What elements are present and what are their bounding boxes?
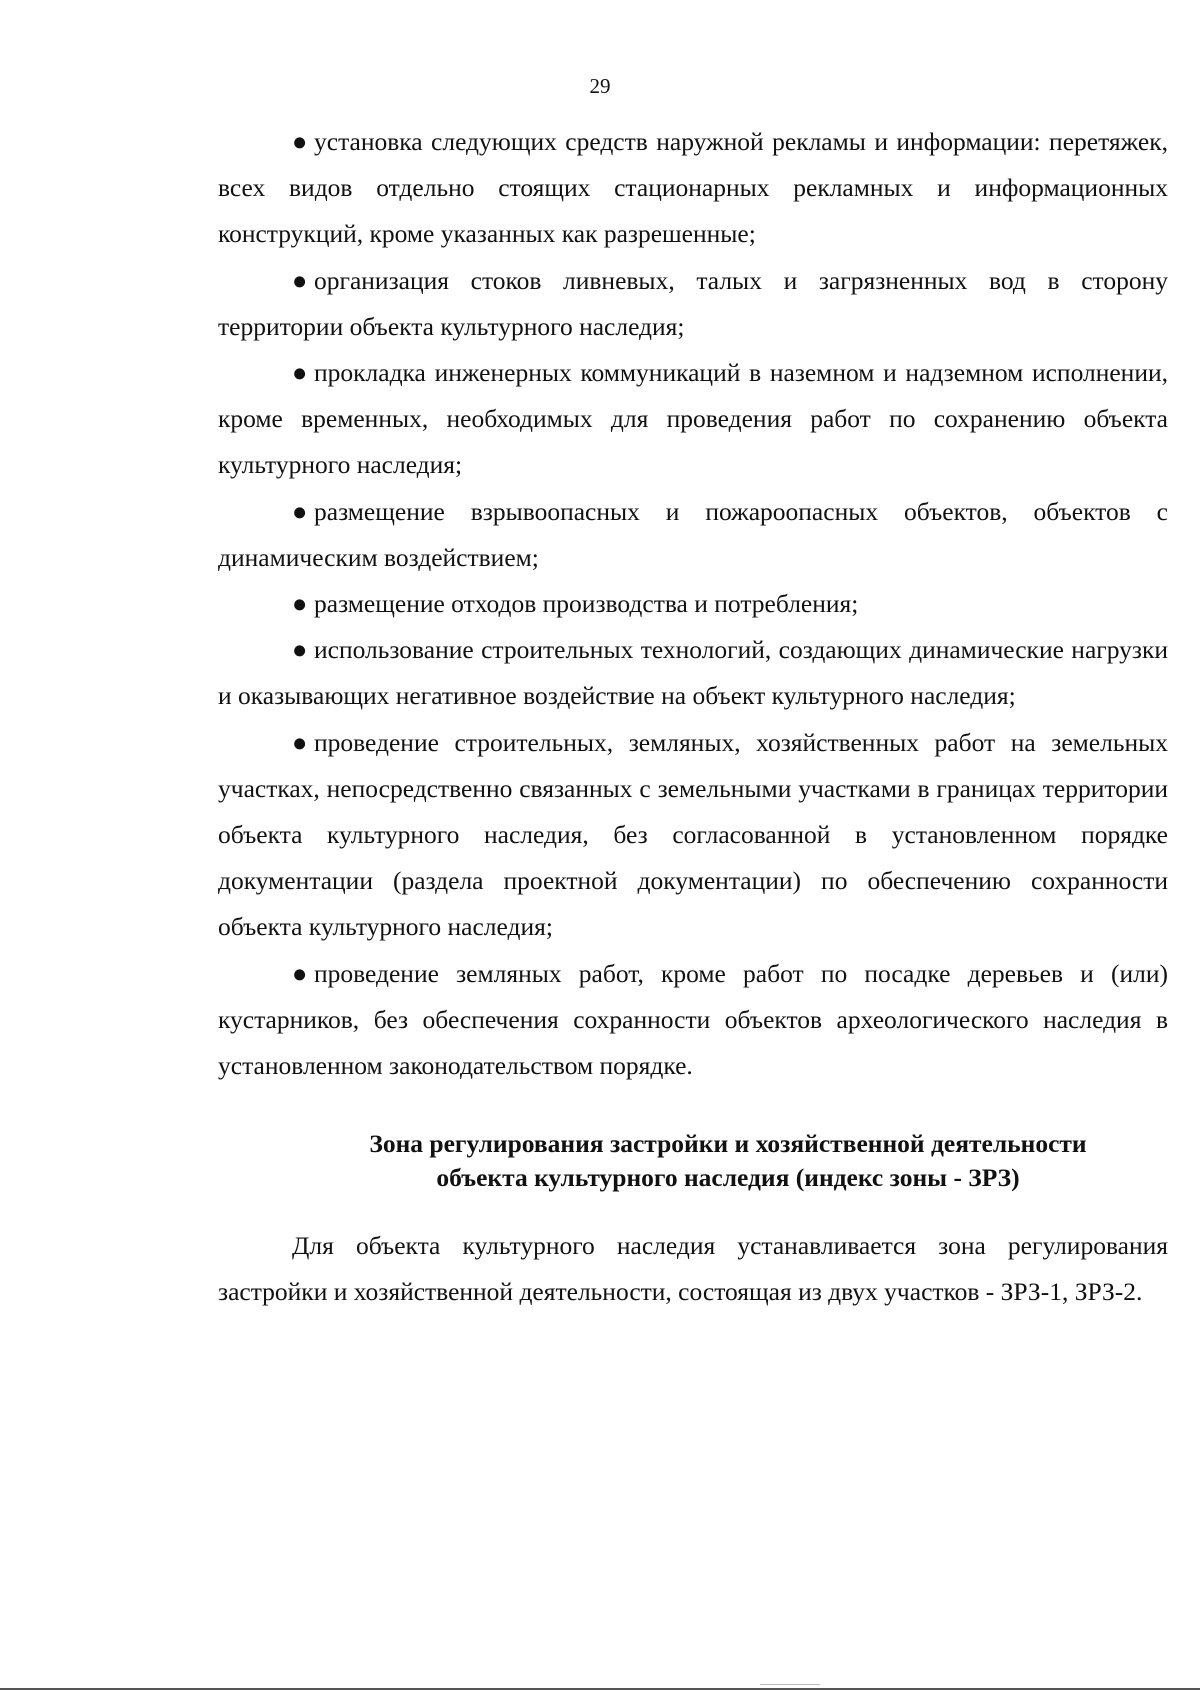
bullet-item [218,489,1168,581]
bullet-icon: ● [292,727,308,757]
bullet-item [218,119,1168,258]
section-heading-line-2: объекта культурного наследия (индекс зоны - ЗРЗ) [436,1163,1020,1193]
bullet-item [218,720,1168,951]
bullet-text: организация стоков ливневых, талых и загрязненных вод в сторону территории объекта культурного наследия; [218,265,1168,341]
scan-artifact-line [760,1684,820,1685]
bullet-icon: ● [292,496,308,526]
bullet-text: проведение строительных, земляных, хозяйственных работ на земельных участках, непосредственно связанных с земельными участками в границах территории объекта культурного наследия, без согласованной в установленном порядке документации (раздела проектной документации) по обеспечению сохранности объекта культурного наследия; [218,727,1168,942]
bullet-text: использование строительных технологий, создающих динамические нагрузки и оказывающих негативное воздействие на объект культурного наследия; [218,635,1168,711]
section-heading-line-1: Зона регулирования застройки и хозяйственной деятельности [369,1129,1087,1159]
bullet-icon: ● [292,589,308,619]
bullet-text: размещение взрывоопасных и пожароопасных объектов, объектов с динамическим воздействием; [218,496,1168,572]
bullet-item [218,350,1168,489]
bullet-item [218,581,1168,627]
bullet-icon: ● [292,358,308,388]
bullet-item [218,258,1168,350]
page-number: 29 [589,74,611,98]
bullet-item [218,951,1168,1090]
page-content [218,119,1168,1316]
bullet-icon: ● [292,635,308,665]
bullet-text: прокладка инженерных коммуникаций в наземном и надземном исполнении, кроме временных, необходимых для проведения работ по сохранению объекта культурного наследия; [218,358,1168,480]
bullet-item [218,627,1168,719]
bullet-text: проведение земляных работ, кроме работ по посадке деревьев и (или) кустарников, без обеспечения сохранности объектов археологического наследия в установленном законодательством порядке. [218,958,1168,1081]
bullet-icon: ● [292,265,308,295]
bullet-text: установка следующих средств наружной рекламы и информации: перетяжек, всех видов отдельно стоящих стационарных рекламных и информационных конструкций, кроме указанных как разрешенные; [218,127,1168,249]
bullet-text: размещение отходов производства и потребления; [314,589,859,619]
bullet-icon: ● [292,127,308,156]
bullet-icon: ● [292,958,308,988]
intro-paragraph: Для объекта культурного наследия устанавливается зона регулирования застройки и хозяйственной деятельности, состоящая из двух участков - ЗРЗ-1, ЗРЗ-2. [218,1231,1168,1307]
section-heading [218,1127,1168,1195]
